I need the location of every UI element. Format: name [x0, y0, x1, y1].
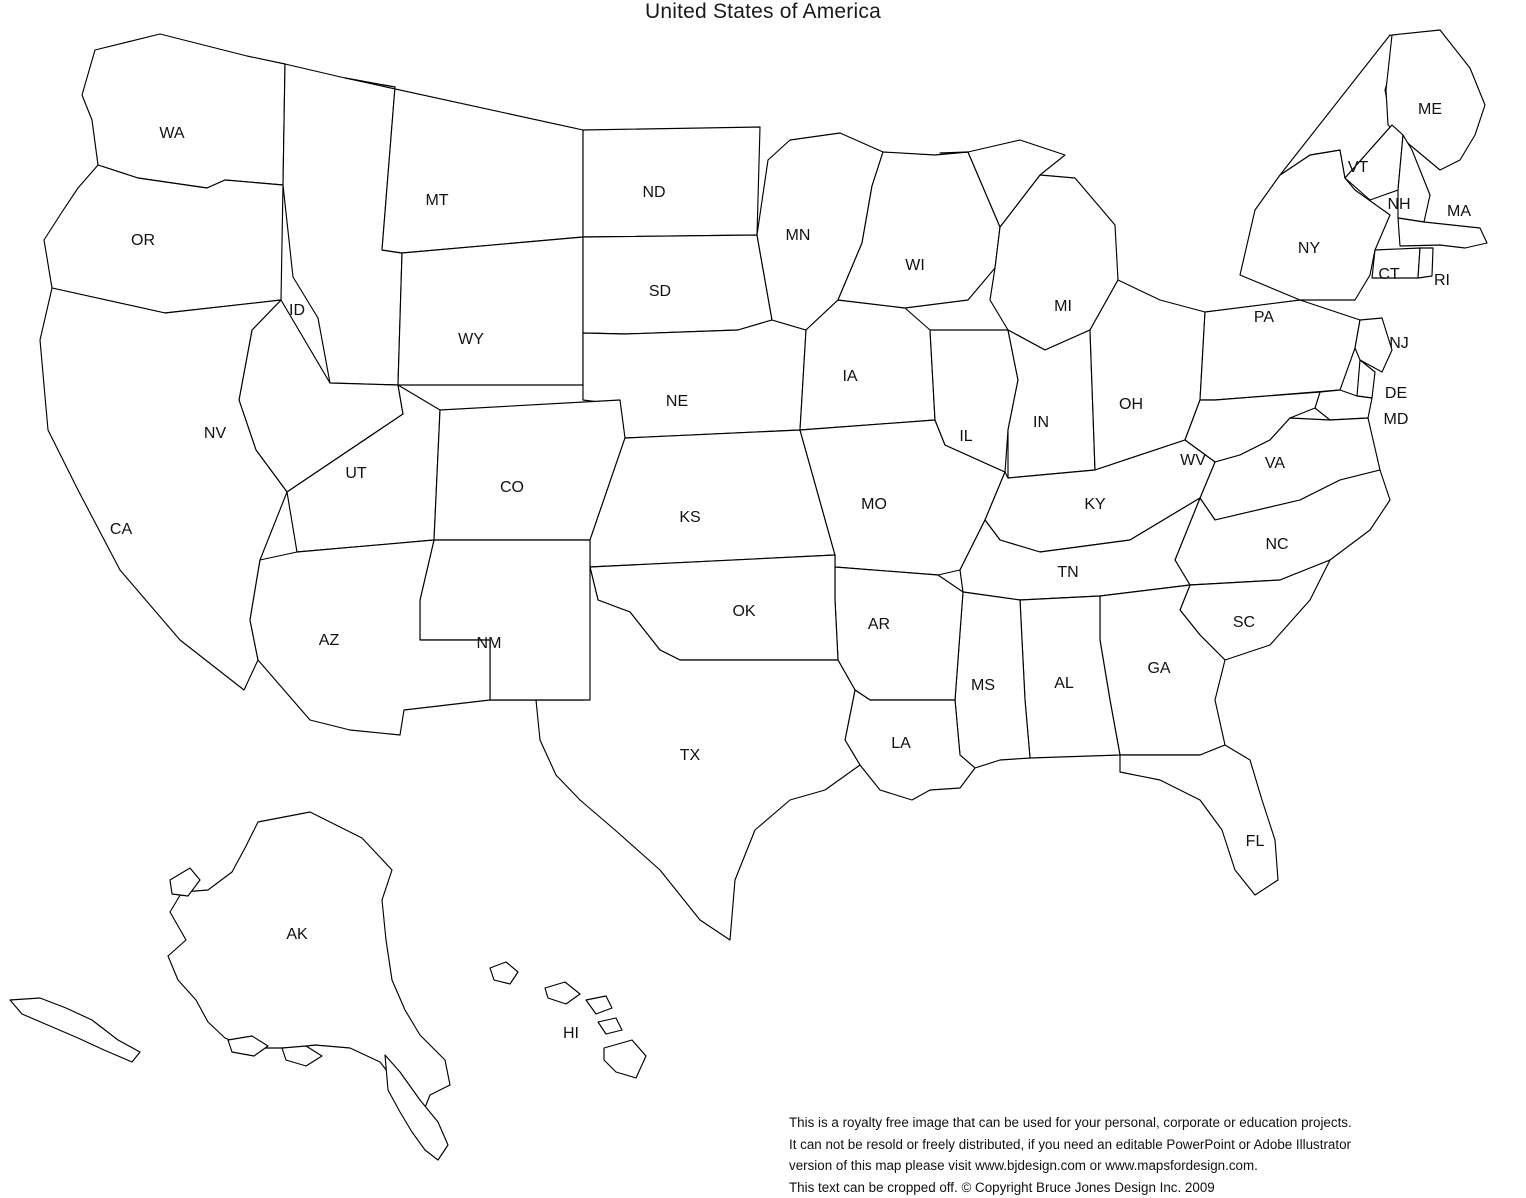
state-label-ma: MA [1447, 203, 1471, 221]
state-label-co: CO [500, 479, 524, 497]
state-label-id: ID [289, 302, 305, 320]
copyright-line: It can not be resold or freely distributed, if you need an editable PowerPoint or Adobe Illustrator [789, 1134, 1489, 1156]
state-label-in: IN [1033, 414, 1049, 432]
state-label-me: ME [1418, 101, 1442, 119]
state-label-hi: HI [563, 1025, 579, 1043]
state-label-nv: NV [204, 425, 226, 443]
copyright-line: This is a royalty free image that can be used for your personal, corporate or education projects. [789, 1112, 1489, 1134]
state-label-mo: MO [861, 496, 887, 514]
state-label-mt: MT [425, 192, 448, 210]
state-label-la: LA [891, 735, 911, 753]
state-label-nh: NH [1387, 196, 1410, 214]
state-label-ks: KS [679, 509, 700, 527]
state-label-ri: RI [1434, 272, 1450, 290]
state-label-wy: WY [458, 331, 484, 349]
state-label-de: DE [1385, 385, 1407, 403]
state-label-pa: PA [1254, 309, 1274, 327]
copyright-notice [789, 1112, 1489, 1198]
state-label-nm: NM [477, 635, 502, 653]
state-label-wi: WI [905, 257, 925, 275]
state-label-mn: MN [786, 227, 811, 245]
page-title: United States of America [0, 0, 1526, 24]
state-label-ca: CA [110, 521, 132, 539]
state-label-vt: VT [1348, 159, 1368, 177]
state-label-tn: TN [1057, 564, 1078, 582]
state-label-oh: OH [1119, 396, 1143, 414]
state-label-ar: AR [868, 616, 890, 634]
state-label-nj: NJ [1389, 335, 1409, 353]
state-label-il: IL [959, 428, 972, 446]
state-label-ny: NY [1298, 240, 1320, 258]
state-label-ga: GA [1147, 660, 1170, 678]
state-label-md: MD [1384, 411, 1409, 429]
state-label-ut: UT [345, 465, 366, 483]
state-label-nd: ND [642, 184, 665, 202]
state-label-ky: KY [1084, 496, 1105, 514]
state-label-wv: WV [1180, 452, 1206, 470]
state-label-al: AL [1054, 675, 1074, 693]
state-label-va: VA [1265, 455, 1285, 473]
state-label-ia: IA [842, 368, 857, 386]
state-label-ne: NE [666, 393, 688, 411]
state-label-sd: SD [649, 283, 671, 301]
copyright-line: version of this map please visit www.bjdesign.com or www.mapsfordesign.com. [789, 1155, 1489, 1177]
state-label-mi: MI [1054, 298, 1072, 316]
state-label-az: AZ [319, 632, 339, 650]
state-label-ms: MS [971, 677, 995, 695]
state-label-sc: SC [1233, 614, 1255, 632]
state-label-nc: NC [1265, 536, 1288, 554]
state-label-ct: CT [1378, 266, 1399, 284]
map-state-outlines [10, 30, 1487, 1160]
copyright-line: This text can be cropped off. © Copyright Bruce Jones Design Inc. 2009 [789, 1177, 1489, 1198]
state-label-tx: TX [680, 747, 700, 765]
state-label-fl: FL [1246, 833, 1265, 851]
state-label-ak: AK [286, 926, 307, 944]
state-label-wa: WA [159, 125, 184, 143]
state-label-or: OR [131, 232, 155, 250]
state-label-ok: OK [732, 603, 755, 621]
